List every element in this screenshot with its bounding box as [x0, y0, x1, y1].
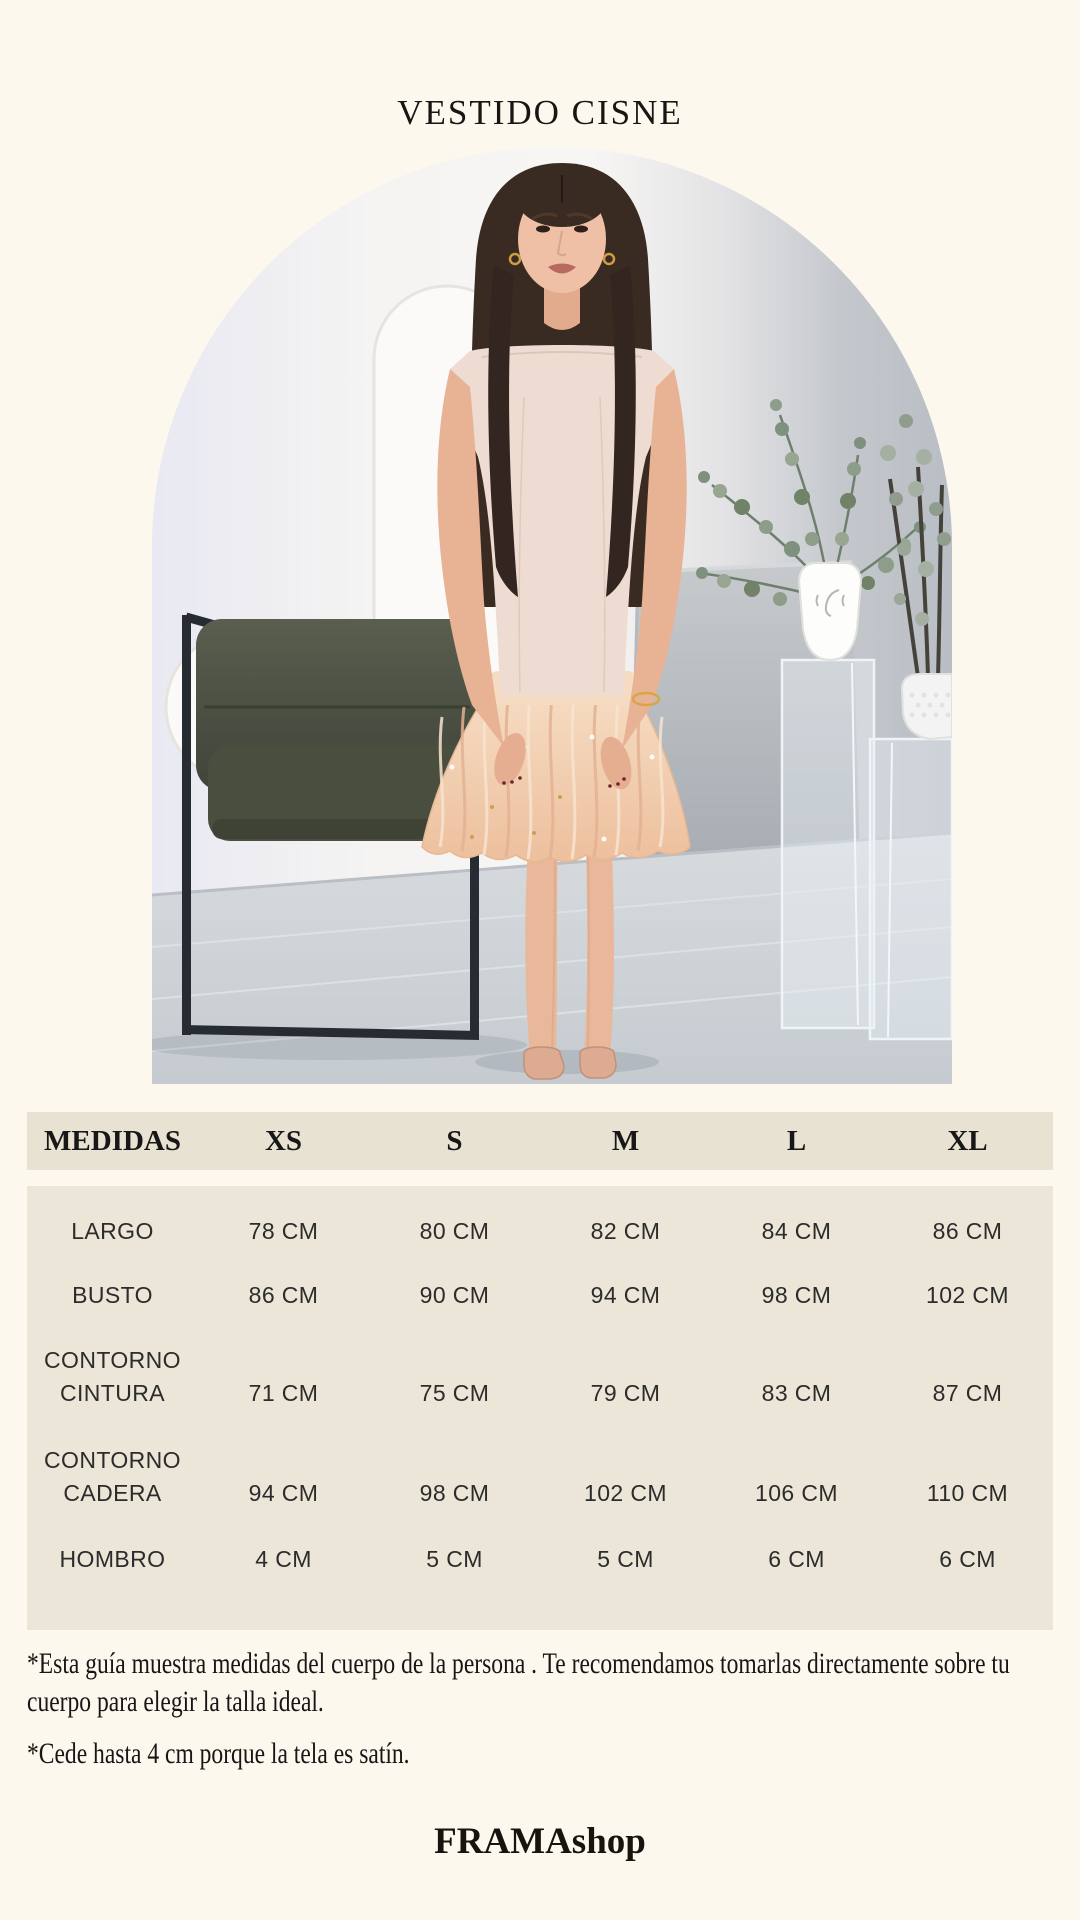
- cell-value: 102 CM: [584, 1480, 667, 1506]
- acrylic-pedestal-tall: [782, 660, 874, 1028]
- cell-value: 71 CM: [248, 1380, 319, 1406]
- cell-value: 79 CM: [590, 1380, 661, 1406]
- nude-heel-right: [580, 1047, 616, 1078]
- row-label-line: CINTURA: [59, 1380, 166, 1406]
- table-row-hombro: [27, 1530, 1053, 1576]
- cell-value: 80 CM: [419, 1218, 490, 1244]
- cell-value: 6 CM: [939, 1546, 996, 1572]
- row-label: LARGO: [71, 1218, 154, 1244]
- cell-value: 94 CM: [590, 1282, 661, 1308]
- table-row-largo: [27, 1202, 1053, 1248]
- cell-value: 4 CM: [255, 1546, 312, 1572]
- row-label-line: CADERA: [63, 1480, 162, 1506]
- cell-value: 102 CM: [926, 1282, 1009, 1308]
- cell-value: 110 CM: [926, 1480, 1009, 1506]
- cell-value: 87 CM: [932, 1380, 1003, 1406]
- size-table-header: [27, 1112, 1053, 1170]
- header-cell-xl: XL: [947, 1124, 988, 1157]
- product-photo: [152, 147, 952, 1084]
- model-scene-illustration: [152, 147, 952, 1084]
- size-table-body: [27, 1186, 1053, 1630]
- header-cell-l: L: [786, 1124, 807, 1157]
- row-label-line: CONTORNO: [44, 1447, 181, 1473]
- note-fabric-stretch: *Cede hasta 4 cm porque la tela es satín.: [27, 1737, 410, 1770]
- cell-value: 75 CM: [419, 1380, 490, 1406]
- table-row-contorno-cadera: [27, 1444, 1053, 1510]
- header-cell-m: M: [611, 1124, 640, 1157]
- row-label-line: CONTORNO: [44, 1347, 181, 1373]
- row-label: BUSTO: [72, 1282, 153, 1308]
- nude-heel-left: [524, 1047, 564, 1079]
- face-vase: [799, 563, 861, 660]
- cell-value: 6 CM: [768, 1546, 825, 1572]
- table-row-contorno-cintura: [27, 1344, 1053, 1410]
- cell-value: 86 CM: [248, 1282, 319, 1308]
- cell-value: 98 CM: [419, 1480, 490, 1506]
- cell-value: 94 CM: [248, 1480, 319, 1506]
- table-row-busto: [27, 1266, 1053, 1312]
- cell-value: 5 CM: [597, 1546, 654, 1572]
- cell-value: 86 CM: [932, 1218, 1003, 1244]
- header-cell-xs: XS: [264, 1124, 303, 1157]
- hobnail-pot: [902, 674, 952, 739]
- cell-value: 83 CM: [761, 1380, 832, 1406]
- cell-value: 5 CM: [426, 1546, 483, 1572]
- measurement-notes: [27, 1645, 1012, 1773]
- note-measurement-guide: *Esta guía muestra medidas del cuerpo de la persona . Te recomendamos tomarlas directamente sobre tu cuerpo para elegir la talla ideal.: [27, 1647, 1010, 1718]
- cell-value: 84 CM: [761, 1218, 832, 1244]
- header-cell-medidas: MEDIDAS: [44, 1124, 181, 1157]
- cell-value: 78 CM: [248, 1218, 319, 1244]
- cell-value: 106 CM: [755, 1480, 838, 1506]
- page-title: VESTIDO CISNE: [397, 93, 683, 133]
- cell-value: 90 CM: [419, 1282, 490, 1308]
- brand-name: FRAMAshop: [434, 1821, 646, 1862]
- header-cell-s: S: [446, 1124, 463, 1157]
- acrylic-pedestal-small: [870, 739, 952, 1039]
- row-label: HOMBRO: [59, 1546, 166, 1572]
- cell-value: 82 CM: [590, 1218, 661, 1244]
- cell-value: 98 CM: [761, 1282, 832, 1308]
- size-table: [27, 1112, 1053, 1630]
